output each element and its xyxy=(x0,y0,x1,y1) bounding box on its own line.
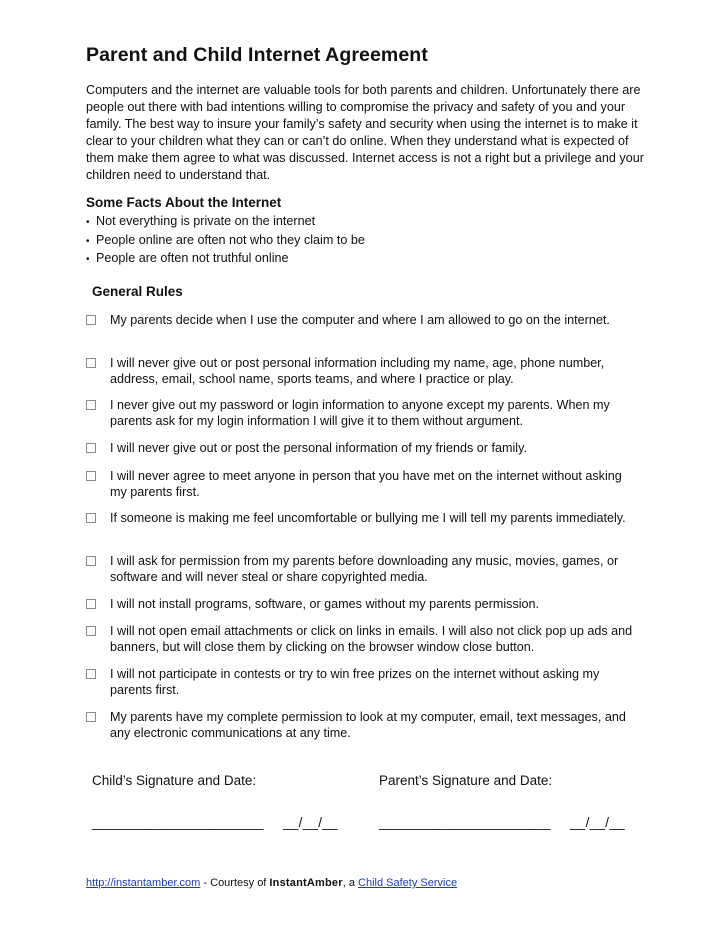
checkbox[interactable] xyxy=(86,315,96,325)
checkbox[interactable] xyxy=(86,513,96,523)
fact-text: People online are often not who they claim to be xyxy=(96,232,365,247)
rule-text: I will not participate in contests or try to win free prizes on the internet without asking my parents first. xyxy=(110,667,600,697)
brand-name: InstantAmber xyxy=(269,877,343,889)
rule-text: I will never give out or post personal information including my name, age, phone number, address, email, school name, sports teams, and where I practice or play. xyxy=(110,356,605,386)
checkbox[interactable] xyxy=(86,599,96,609)
parent-signature-line[interactable]: ______________________ xyxy=(379,815,551,830)
list-item xyxy=(86,250,365,269)
list-item xyxy=(86,213,365,232)
checkbox[interactable] xyxy=(86,400,96,410)
bullet-icon: • xyxy=(86,217,90,228)
bullet-icon: • xyxy=(86,235,90,247)
checkbox[interactable] xyxy=(86,471,96,481)
site-link[interactable]: http://instantamber.com xyxy=(86,877,201,889)
checkbox[interactable] xyxy=(86,358,96,368)
child-date-line[interactable]: __/__/__ xyxy=(283,815,338,830)
rules-heading: General Rules xyxy=(92,284,183,299)
footer-text: - Courtesy of xyxy=(200,877,270,889)
rule-text: I will not open email attachments or click on links in emails. I will also not click pop up ads and banners, but will close them by clicking on the browser window close button. xyxy=(110,624,633,654)
facts-list xyxy=(86,213,365,269)
rule-text: I never give out my password or login information to anyone except my parents. When my parents ask for my login information I will give it to them without argument. xyxy=(110,398,610,428)
facts-heading: Some Facts About the Internet xyxy=(86,195,282,210)
checkbox[interactable] xyxy=(86,556,96,566)
fact-text: Not everything is private on the internet xyxy=(96,214,316,228)
rule-text: My parents have my complete permission to look at my computer, email, text messages, and any electronic communications at any time. xyxy=(110,710,626,740)
rule-text: I will never agree to meet anyone in person that you have met on the internet without asking my parents first. xyxy=(110,469,622,499)
parent-date-line[interactable]: __/__/__ xyxy=(570,815,625,830)
bullet-icon: • xyxy=(86,254,90,265)
rule-text: If someone is making me feel uncomfortable or bullying me I will tell my parents immediately. xyxy=(110,511,626,525)
fact-text: People are often not truthful online xyxy=(96,251,289,265)
rule-text: I will not install programs, software, or games without my parents permission. xyxy=(110,597,540,611)
list-item xyxy=(86,232,365,251)
service-link[interactable]: Child Safety Service xyxy=(358,877,458,889)
intro-paragraph: Computers and the internet are valuable tools for both parents and children. Unfortunately there are people out there with bad intentions willing to compromise the privacy and safety of you and your family. The best way to insure your family’s safety and security when using the internet is to make it clear to your children what they can or can’t do online. When they understand what is expected of them make them agree to what was discussed. Internet access is not a right but a privilege and your children need to understand that. xyxy=(86,83,644,183)
footer xyxy=(86,877,457,889)
footer-text: , a xyxy=(342,877,359,889)
rule-text: My parents decide when I use the computer and where I am allowed to go on the internet. xyxy=(110,313,610,327)
checkbox[interactable] xyxy=(86,669,96,679)
parent-signature-label: Parent’s Signature and Date: xyxy=(379,773,553,788)
checkbox[interactable] xyxy=(86,626,96,636)
rule-text: I will never give out or post the personal information of my friends or family. xyxy=(110,441,527,455)
rule-text: I will ask for permission from my parents before downloading any music, movies, games, or software and will never steal or share copyrighted media. xyxy=(110,554,619,584)
page-title: Parent and Child Internet Agreement xyxy=(86,44,428,66)
checkbox[interactable] xyxy=(86,712,96,722)
child-signature-label: Child’s Signature and Date: xyxy=(92,773,257,788)
checkbox[interactable] xyxy=(86,443,96,453)
child-signature-line[interactable]: ______________________ xyxy=(92,815,264,830)
